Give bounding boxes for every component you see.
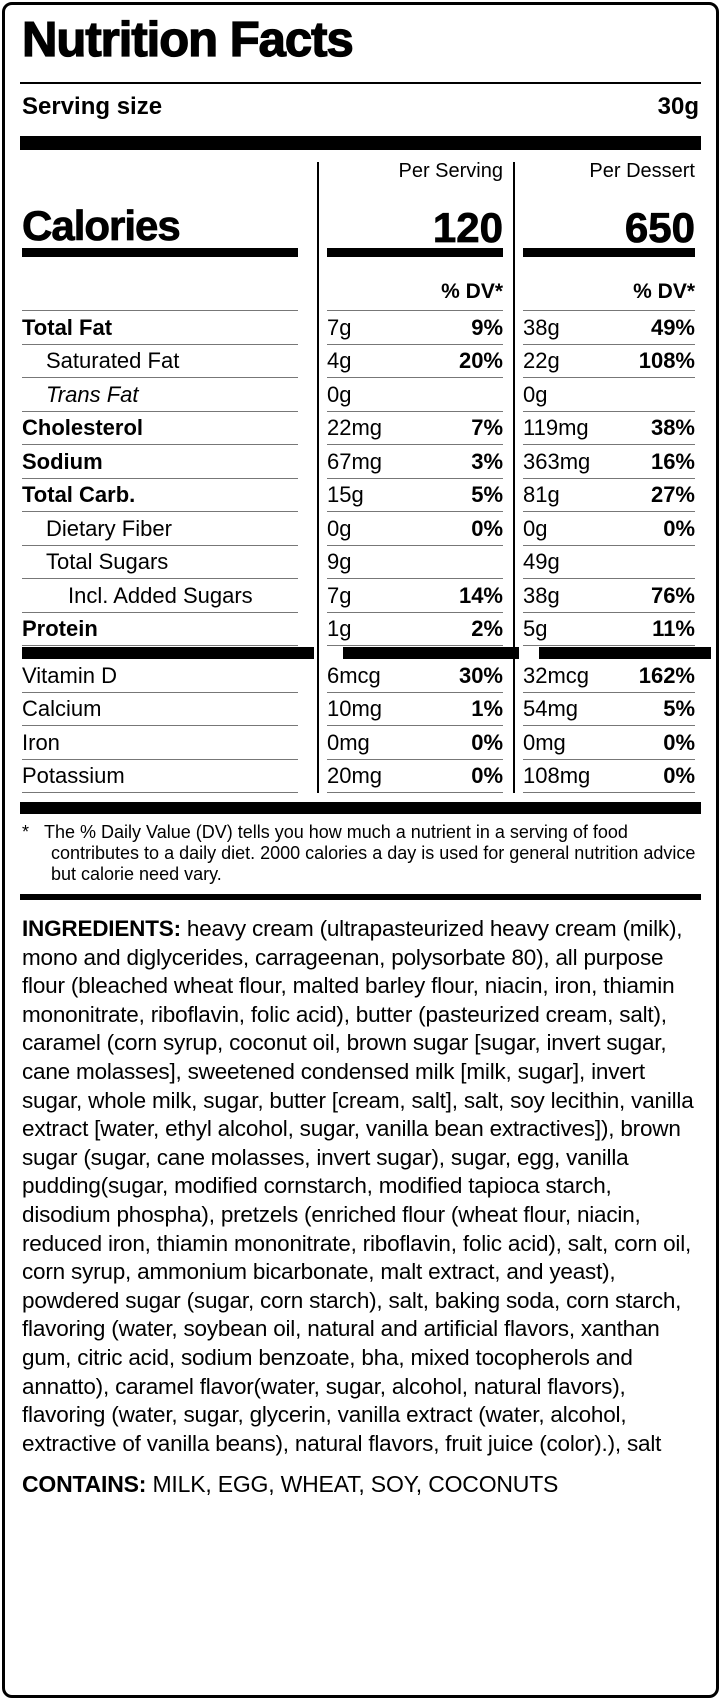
vitamin-row: [5, 659, 716, 693]
dv-per-serving: 20%: [458, 348, 503, 373]
section-bar-footnote: [20, 802, 701, 814]
dv-per-dessert: 49%: [650, 314, 695, 340]
amount-per-dessert: 0mg: [523, 729, 566, 755]
dv-per-serving: 5%: [471, 482, 503, 507]
dv-per-serving: 1%: [471, 696, 503, 721]
dv-per-dessert: 162%: [638, 662, 695, 688]
vitamin-row: [5, 726, 716, 760]
nutrient-row: [5, 479, 716, 513]
dv-header-per-dessert: % DV*: [633, 280, 695, 303]
calories-per-serving-value: 120: [432, 204, 503, 251]
nutrient-name: Total Sugars: [22, 550, 298, 579]
protein-separator-bar: [5, 647, 716, 659]
dv-per-dessert: 16%: [650, 448, 695, 474]
amount-per-serving: 4g: [327, 348, 352, 373]
nutrition-facts-label: [2, 2, 719, 1698]
dv-per-dessert: 11%: [652, 616, 695, 641]
amount-per-serving: 67mg: [327, 448, 383, 474]
dv-per-dessert: 27%: [650, 482, 695, 507]
per-dessert-header: Per Dessert: [589, 160, 695, 182]
nutrient-row: [5, 613, 716, 647]
dv-per-dessert: 0%: [663, 515, 695, 541]
amount-per-dessert: 0g: [523, 515, 548, 541]
ingredients-label: INGREDIENTS:: [22, 916, 181, 941]
title-divider: [20, 82, 701, 84]
nutrient-name: Total Fat: [22, 316, 298, 345]
vitamin-row: [5, 760, 716, 794]
per-serving-header: Per Serving: [398, 160, 503, 182]
nutrient-name: Dietary Fiber: [22, 517, 298, 546]
nutrient-table: [5, 150, 716, 793]
dv-per-dessert: 0%: [663, 729, 695, 755]
amount-per-dessert: 22g: [523, 348, 560, 373]
amount-per-dessert: 119mg: [523, 415, 589, 440]
dv-per-serving: 0%: [471, 729, 503, 755]
vitamin-name: Calcium: [22, 697, 298, 726]
nutrient-row: [5, 546, 716, 580]
serving-size-label: Serving size: [22, 93, 163, 120]
amount-per-serving: 7g: [327, 582, 352, 608]
amount-per-serving: 22mg: [327, 415, 383, 440]
calories-per-dessert-value: 650: [624, 204, 695, 251]
amount-per-dessert: 81g: [523, 482, 560, 507]
nutrient-row: [5, 579, 716, 613]
nutrient-row: [5, 512, 716, 546]
nutrient-row: [5, 378, 716, 412]
ingredients-section: [22, 915, 700, 1458]
footnote-text: The % Daily Value (DV) tells you how much a nutrient in a serving of food contributes to a daily diet. 2000 calories a day is used for general nutrition advice but calorie need vary.: [44, 822, 696, 884]
dv-per-serving: 0%: [471, 763, 503, 788]
calories-section: [5, 150, 716, 257]
amount-per-serving: 0g: [327, 381, 352, 407]
amount-per-serving: 15g: [327, 482, 364, 507]
amount-per-serving: 0g: [327, 515, 352, 541]
serving-size-value: 30g: [657, 93, 699, 120]
dv-per-dessert: 38%: [650, 415, 695, 440]
dv-per-dessert: 76%: [650, 582, 695, 608]
amount-per-dessert: 5g: [523, 616, 548, 641]
nutrient-name: Cholesterol: [22, 416, 298, 445]
dv-header-spacer: [22, 304, 298, 311]
amount-per-dessert: 0g: [523, 381, 548, 407]
dv-per-serving: 7%: [471, 415, 503, 440]
dv-per-serving: 30%: [458, 662, 503, 688]
serving-size-row: [20, 91, 701, 121]
nutrient-name: Saturated Fat: [22, 349, 298, 378]
amount-per-serving: 7g: [327, 314, 352, 340]
nutrient-name: Total Carb.: [22, 483, 298, 512]
nutrient-row: [5, 345, 716, 379]
nutrient-name: Protein: [22, 617, 298, 646]
dv-per-serving: 2%: [471, 616, 503, 641]
dv-header-per-serving: % DV*: [441, 280, 503, 303]
column-divider-2: [513, 162, 515, 793]
vitamin-row: [5, 693, 716, 727]
nutrient-name: Trans Fat: [22, 383, 298, 412]
nutrient-name: Incl. Added Sugars: [22, 584, 298, 613]
dv-per-dessert: 5%: [663, 696, 695, 721]
label-title: Nutrition Facts: [22, 13, 353, 67]
vitamin-name: Potassium: [22, 764, 298, 793]
amount-per-serving: 20mg: [327, 763, 383, 788]
amount-per-dessert: 54mg: [523, 696, 579, 721]
nutrient-row: [5, 311, 716, 345]
amount-per-serving: 6mcg: [327, 662, 381, 688]
dv-header-row: [5, 257, 716, 311]
calories-per-dessert-cell: [523, 160, 695, 257]
amount-per-serving: 0mg: [327, 729, 370, 755]
dv-per-serving: 0%: [471, 515, 503, 541]
calories-per-serving-cell: [327, 160, 503, 257]
dv-per-serving: 14%: [458, 582, 503, 608]
calories-label: Calories: [22, 202, 180, 249]
nutrient-row: [5, 412, 716, 446]
dv-per-dessert: 108%: [638, 348, 695, 373]
column-divider-1: [317, 162, 319, 793]
ingredients-text: heavy cream (ultrapasteurized heavy cream (milk), mono and diglycerides, carrageenan, polysorbate 80), all purpose flour (bleached wheat flour, malted barley flour, niacin, iron, thiamin mononitrate, riboflavin, folic acid), butter (pasteurized cream, salt), caramel (corn syrup, coconut oil, brown sugar [sugar, invert sugar, cane molasses], sweetened condensed milk [milk, sugar], invert sugar, whole milk, sugar, butter [cream, salt], salt, soy lecithin, vanilla extract [water, ethyl alcohol, sugar, vanilla bean extractives]), brown sugar (sugar, cane molasses, invert sugar), sugar, egg, vanilla pudding(sugar, modified cornstarch, modified tapioca starch, disodium phospha), pretzels (enriched flour (wheat flour, niacin, reduced iron, thiamin mononitrate, riboflavin, folic acid), salt, corn oil, corn syrup, ammonium bicarbonate, malt extract, and yeast), powdered sugar (sugar, corn starch), salt, baking soda, corn starch, flavoring (water, soybean oil, natural and artificial flavors, xanthan gum, citric acid, sodium benzoate, bha, mixed tocopherols and annatto), caramel flavor(water, sugar, alcohol, natural flavors), flavoring (water, sugar, glycerin, vanilla extract (water, alcohol, extractive of vanilla beans), natural flavors, fruit juice (color).), salt: [22, 916, 694, 1456]
dv-per-serving: 9%: [471, 314, 503, 340]
amount-per-dessert: 32mcg: [523, 662, 590, 688]
amount-per-dessert: 108mg: [523, 763, 591, 788]
amount-per-dessert: 363mg: [523, 448, 591, 474]
calories-label-cell: [22, 160, 298, 257]
section-bar-ingredients: [20, 894, 701, 900]
vitamin-name: Vitamin D: [22, 664, 298, 693]
amount-per-serving: 9g: [327, 549, 352, 574]
footnote-asterisk: *: [22, 822, 30, 842]
vitamin-name: Iron: [22, 731, 298, 760]
contains-text: MILK, EGG, WHEAT, SOY, COCONUTS: [152, 1471, 559, 1498]
dv-per-dessert: 0%: [663, 763, 695, 788]
amount-per-serving: 1g: [327, 616, 352, 641]
dv-footnote: [22, 822, 700, 885]
nutrient-name: Sodium: [22, 450, 298, 479]
amount-per-dessert: 38g: [523, 582, 560, 608]
contains-section: [22, 1470, 700, 1499]
nutrient-row: [5, 445, 716, 479]
contains-label: CONTAINS:: [22, 1471, 147, 1498]
amount-per-dessert: 38g: [523, 314, 560, 340]
amount-per-serving: 10mg: [327, 696, 383, 721]
amount-per-dessert: 49g: [523, 549, 560, 574]
section-bar-top: [20, 136, 701, 150]
dv-per-serving: 3%: [471, 448, 503, 474]
